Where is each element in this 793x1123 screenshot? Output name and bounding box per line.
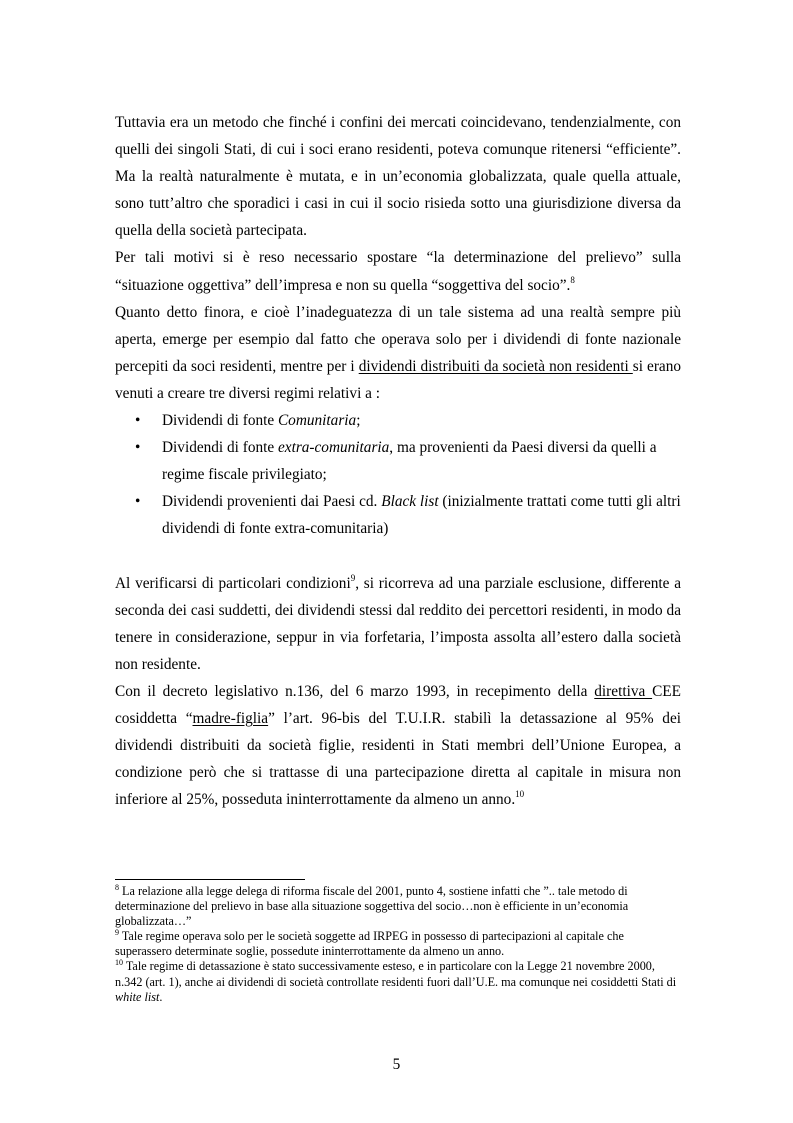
paragraph-5: Con il decreto legislativo n.136, del 6 marzo 1993, in recepimento della direttiva CEE cosiddetta “madre-figlia” l’art. 96-bis del T.U.I.R. stabilì la detassazione al 95% dei dividendi distribuiti da società figlie, residenti in Stati membri dell’Unione Europea, a condizione però che si trattasse di una partecipazione diretta al capitale in misura non inferiore al 25%, posseduta ininterrottamente da almeno un anno.$^{10}$ [115,682,681,809]
bullet-list [115,407,681,542]
list-item: • Dividendi di fonte extra-comunitaria, ma provenienti da Paesi diversi da quelli a regime fiscale privilegiato; [115,434,681,488]
footnote-ref-9[interactable]: 9 [350,572,356,583]
bullet-icon: • [135,493,141,511]
bullet-icon: • [135,412,141,430]
bullet-icon: • [135,439,141,457]
page-body [115,109,681,813]
spacer [115,543,681,570]
paragraph-4: Al verificarsi di particolari condizioni$^9$, si ricorreva ad una parziale esclusione, differente a seconda dei casi suddetti, dei dividendi stessi dal reddito dei percettori residenti, in modo da tenere in considerazione, seppur in via forfetaria, l’imposta assolta all’estero dalla società non residente. [115,572,682,673]
paragraph-3: Quanto detto finora, e cioè l’inadeguatezza di un tale sistema ad una realtà sempre più aperta, emerge per esempio dal fatto che operava solo per i dividendi di fonte nazionale percepiti da soci residenti, mentre per i dividendi distribuiti da società non residenti si erano venuti a creare tre diversi regimi relativi a : [115,303,682,402]
paragraph-2: Per tali motivi si è reso necessario spostare “la determinazione del prelievo” sulla “situazione oggettiva” dell’impresa e non su quella “soggettiva del socio”.$^8$ [115,249,681,294]
list-item: • Dividendi provenienti dai Paesi cd. Black list (inizialmente trattati come tutti gli altri dividendi di fonte extra-comunitaria) [115,488,681,542]
footnote-ref-10[interactable]: 10 [515,789,525,800]
footnote-9: $^9$ Tale regime operava solo per le società soggette ad IRPEG in possesso di partecipazioni al capitale che superassero determinate soglie, possedute ininterrottamente da almeno un anno. [115,928,624,959]
footnote-10: $^{10}$ Tale regime di detassazione è stato successivamente esteso, e in particolare con la Legge 21 novembre 2000, n.342 (art. 1), anche ai dividendi di società controllate residenti fuori dall’U.E. ma comunque nei cosiddetti Stati di white list. [115,958,677,1004]
footnote-ref-8[interactable]: 8 [570,274,575,285]
link-madre-figlia[interactable]: madre-figlia [192,709,269,727]
footnote-separator [115,879,305,880]
list-item: • Dividendi di fonte Comunitaria; [115,407,681,434]
link-direttiva[interactable]: direttiva [594,682,653,700]
footnote-8: $^8$ La relazione alla legge delega di riforma fiscale del 2001, punto 4, sostiene infatti che ”.. tale metodo di determinazione del prelievo in base alla situazione soggettiva del socio…non è efficiente in un’economia globalizzata…” [115,883,629,929]
page-number: 5 [392,1056,401,1073]
footnotes [115,884,681,1005]
paragraph-1: Tuttavia era un metodo che finché i confini dei mercati coincidevano, tendenzialmente, con quelli dei singoli Stati, di cui i soci erano residenti, poteva comunque ritenersi “efficiente”. Ma la realtà naturalmente è mutata, e in un’economia globalizzata, quale quella attuale, sono tutt’altro che sporadici i casi in cui il socio risieda sotto una giurisdizione diversa da quella della società partecipata. [115,114,681,240]
link-dividendi-non-residenti[interactable]: dividendi distribuiti da società non residenti [358,357,633,375]
